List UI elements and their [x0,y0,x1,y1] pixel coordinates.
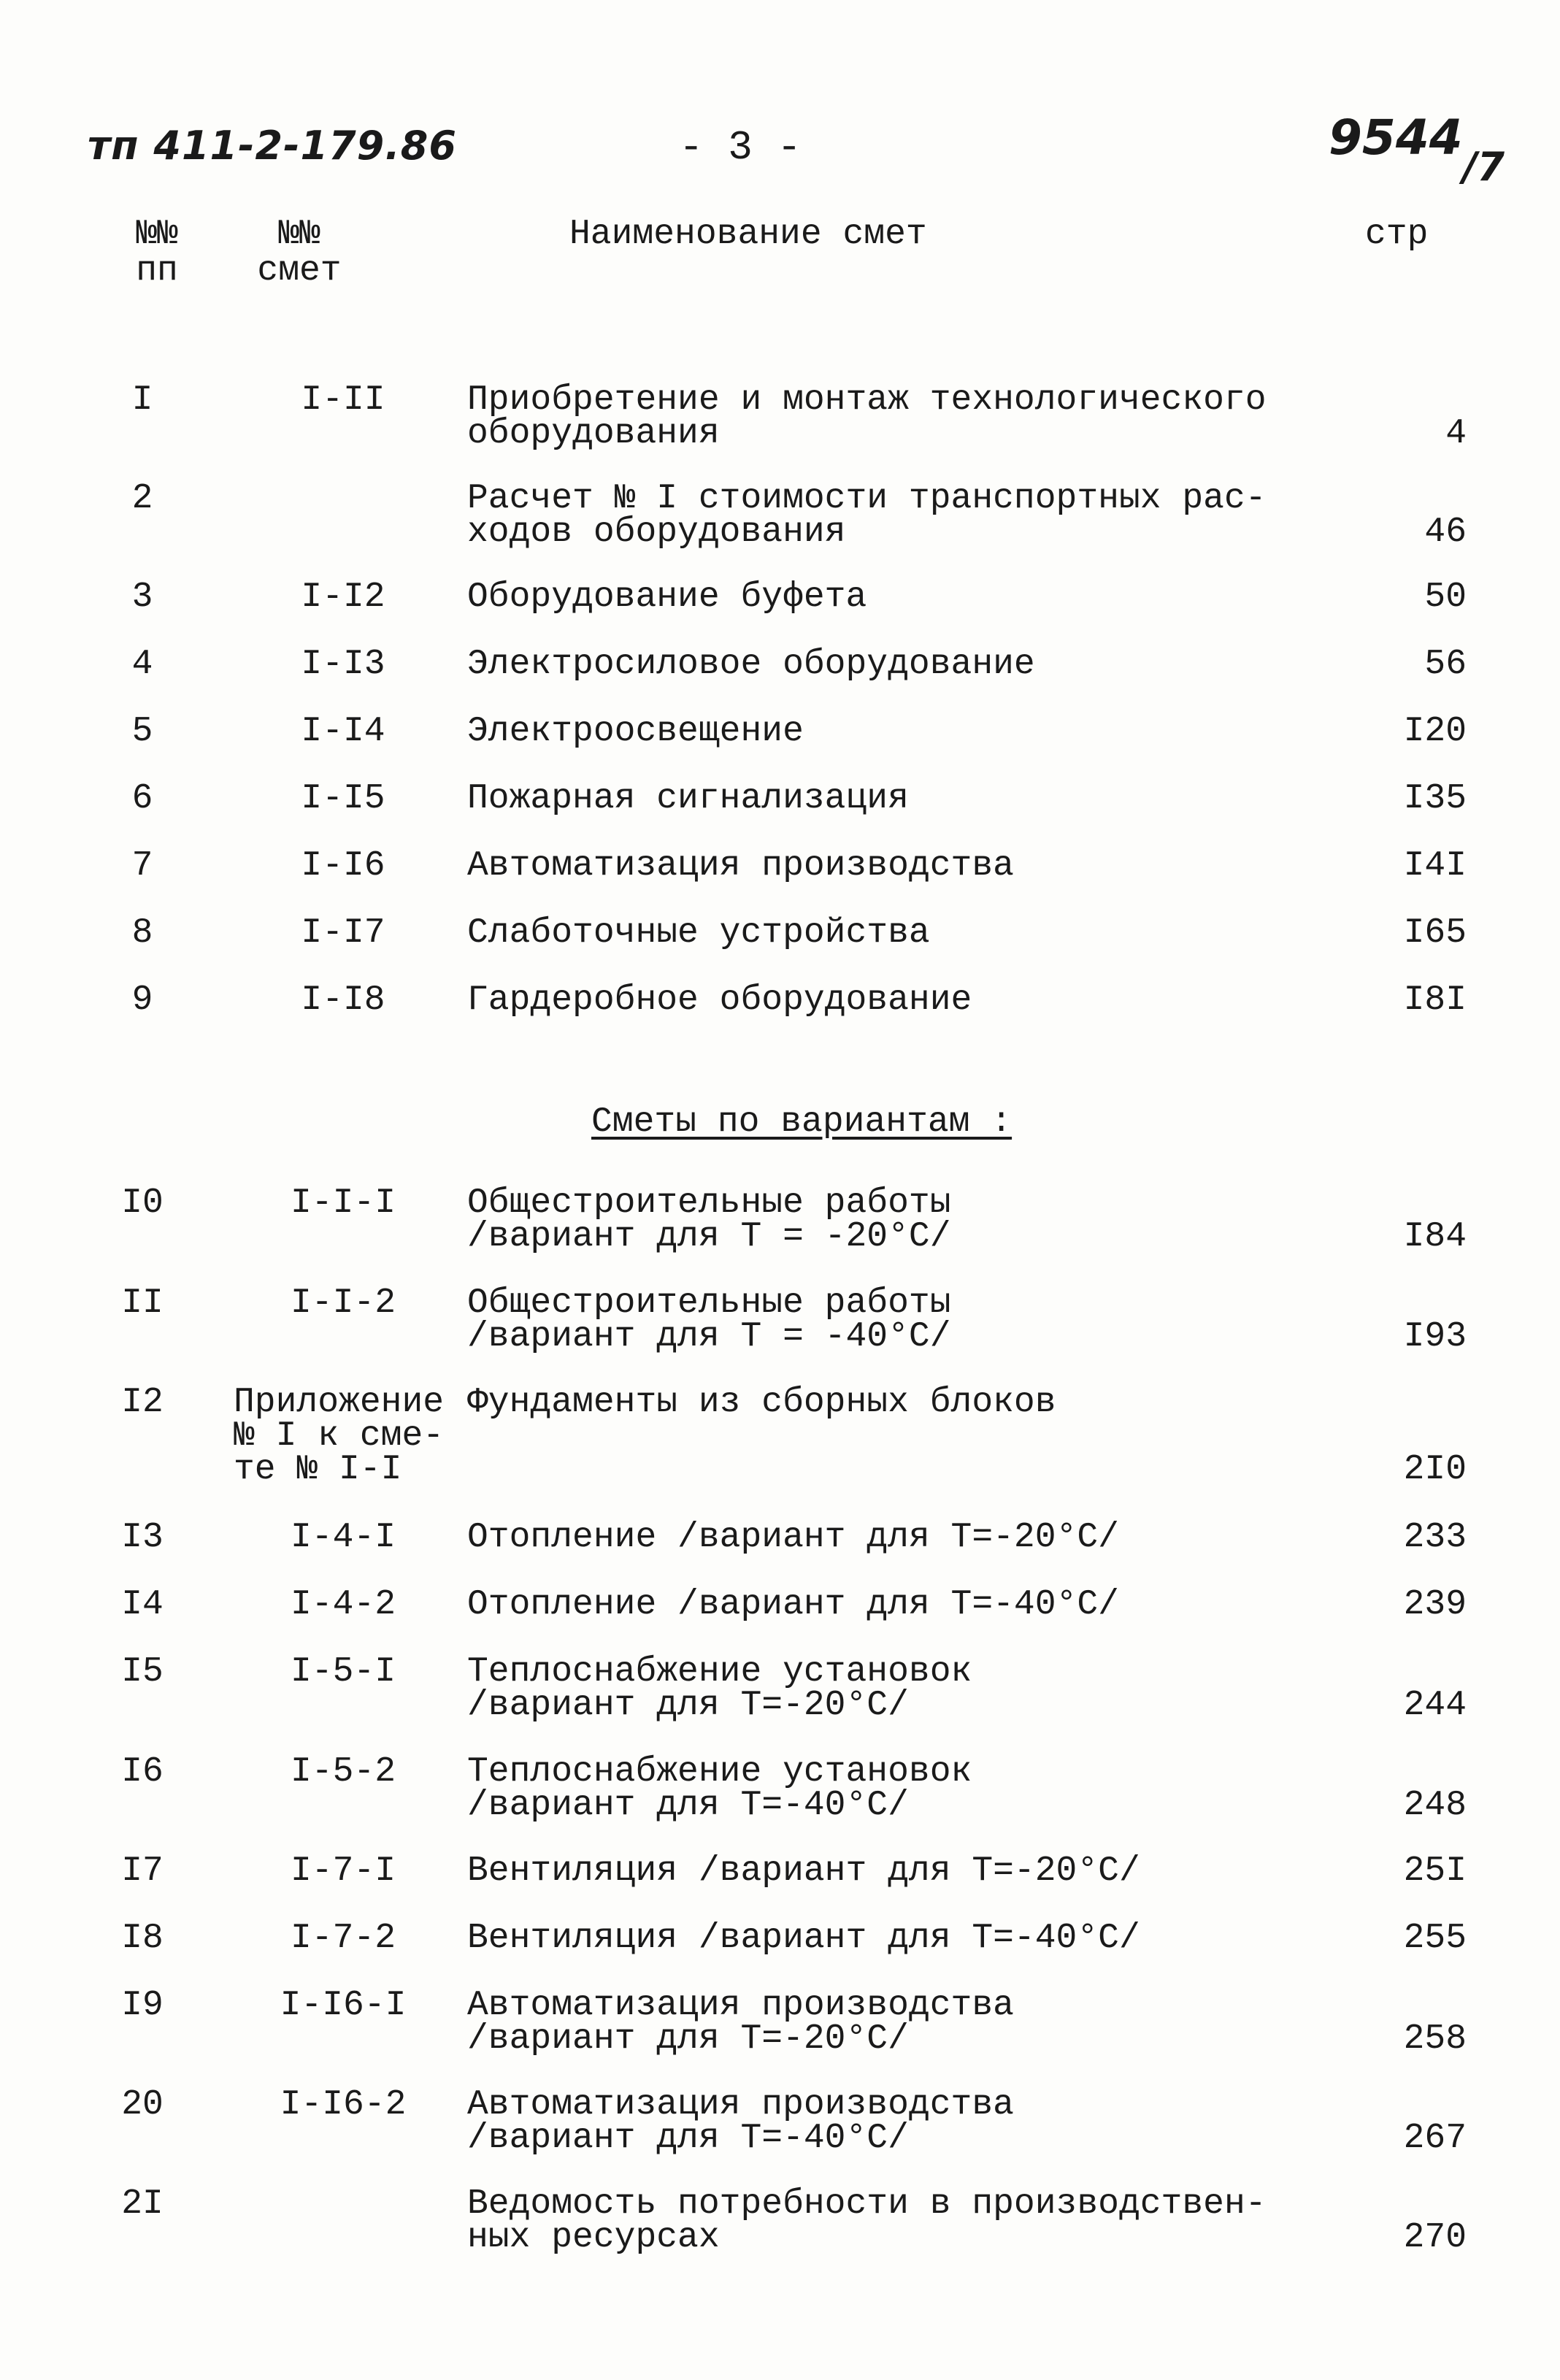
row-page: I93 [1403,1317,1467,1356]
document-code: тп 411-2-179.86 [88,123,457,169]
row-estimate-number: I-I8 [301,980,385,1020]
row-estimate-number: I-I2 [301,577,385,617]
row-number: 7 [131,846,153,886]
row-estimate-number: I-5-I [290,1652,396,1692]
row-estimate-name: Автоматизация производства /вариант для Т=-40°С/ [467,2085,1014,2158]
row-page: 50 [1424,577,1467,617]
row-estimate-name: Общестроительные работы /вариант для Т = -20°С/ [467,1183,951,1256]
sheet-reference-main: 9544 [1329,110,1463,166]
row-estimate-number: Приложение № I к сме- те № I-I [234,1383,445,1489]
row-number: 9 [131,980,153,1020]
row-estimate-name: Приобретение и монтаж технологического оборудования [467,380,1267,453]
column-header-estimate-number: №№ смет [257,215,342,291]
row-estimate-name: Вентиляция /вариант для Т=-40°С/ [467,1919,1140,1958]
row-page: I20 [1403,712,1467,751]
row-estimate-number: I-I4 [301,712,385,751]
sheet-reference-sub-number: 7 [1477,144,1505,190]
row-number: 20 [121,2085,164,2124]
row-page: 239 [1403,1585,1467,1624]
column-header-estimate-name: Наименование смет [569,215,927,254]
row-estimate-name: Электросиловое оборудование [467,645,1035,684]
row-estimate-number: I-I-I [290,1183,396,1223]
row-number: 4 [131,645,153,684]
row-estimate-number: I-I-2 [290,1283,396,1323]
section-title: Сметы по вариантам : [591,1102,1013,1142]
column-header-page: стр [1365,215,1429,254]
row-number: I0 [121,1183,164,1223]
row-page: 270 [1403,2218,1467,2257]
sheet-reference [1329,110,1505,190]
page-number: - 3 - [679,124,802,171]
row-number: I [131,380,153,420]
row-estimate-name: Теплоснабжение установок /вариант для Т=-40°С/ [467,1752,972,1825]
row-estimate-number: I-I6 [301,846,385,886]
row-page: I65 [1403,913,1467,953]
row-estimate-number: I-4-2 [290,1585,396,1624]
row-page: I4I [1403,846,1467,886]
row-estimate-number: I-I6-I [280,1986,407,2025]
row-number: I2 [121,1383,164,1422]
row-page: 233 [1403,1518,1467,1557]
row-page: 46 [1424,513,1467,552]
row-estimate-name: Гардеробное оборудование [467,980,972,1020]
row-estimate-name: Автоматизация производства /вариант для Т=-20°С/ [467,1986,1014,2059]
row-number: 2I [121,2184,164,2224]
row-page: I35 [1403,779,1467,818]
row-number: I6 [121,1752,164,1792]
row-page: 248 [1403,1786,1467,1825]
row-number: I9 [121,1986,164,2025]
row-page: 267 [1403,2119,1467,2158]
column-header-number: №№ пп [136,215,178,291]
row-estimate-number: I-I7 [301,913,385,953]
row-page: 56 [1424,645,1467,684]
row-estimate-name: Отопление /вариант для Т=-40°С/ [467,1585,1119,1624]
row-number: I4 [121,1585,164,1624]
row-estimate-name: Автоматизация производства [467,846,1014,886]
row-number: II [121,1283,164,1323]
row-number: I8 [121,1919,164,1958]
row-estimate-name: Ведомость потребности в производствен- ных ресурсах [467,2184,1267,2257]
row-number: I7 [121,1851,164,1891]
row-estimate-number: I-I6-2 [280,2085,407,2124]
row-page: 2I0 [1403,1450,1467,1489]
row-estimate-name: Пожарная сигнализация [467,779,909,818]
row-estimate-name: Электроосвещение [467,712,804,751]
row-estimate-name: Фундаменты из сборных блоков [467,1383,1056,1422]
row-page: 258 [1403,2019,1467,2059]
row-estimate-name: Вентиляция /вариант для Т=-20°С/ [467,1851,1140,1891]
sheet-reference-sub: /7 [1462,144,1505,190]
row-estimate-number: I-7-2 [290,1919,396,1958]
row-number: 8 [131,913,153,953]
row-number: I3 [121,1518,164,1557]
row-number: 6 [131,779,153,818]
row-estimate-name: Теплоснабжение установок /вариант для Т=-20°С/ [467,1652,972,1725]
row-estimate-number: I-7-I [290,1851,396,1891]
row-estimate-number: I-I3 [301,645,385,684]
row-number: I5 [121,1652,164,1692]
row-estimate-name: Слаботочные устройства [467,913,930,953]
row-estimate-number: I-5-2 [290,1752,396,1792]
row-page: 4 [1445,414,1467,453]
row-estimate-number: I-4-I [290,1518,396,1557]
row-number: 3 [131,577,153,617]
row-page: I84 [1403,1217,1467,1256]
row-page: 25I [1403,1851,1467,1891]
row-estimate-name: Оборудование буфета [467,577,867,617]
row-page: 244 [1403,1686,1467,1725]
row-estimate-number: I-II [301,380,385,420]
row-number: 2 [131,479,153,518]
row-page: 255 [1403,1919,1467,1958]
row-estimate-number: I-I5 [301,779,385,818]
row-estimate-name: Отопление /вариант для Т=-20°С/ [467,1518,1119,1557]
row-page: I8I [1403,980,1467,1020]
row-estimate-name: Общестроительные работы /вариант для Т = -40°С/ [467,1283,951,1356]
row-estimate-name: Расчет № I стоимости транспортных рас- ходов оборудования [467,479,1267,552]
row-number: 5 [131,712,153,751]
